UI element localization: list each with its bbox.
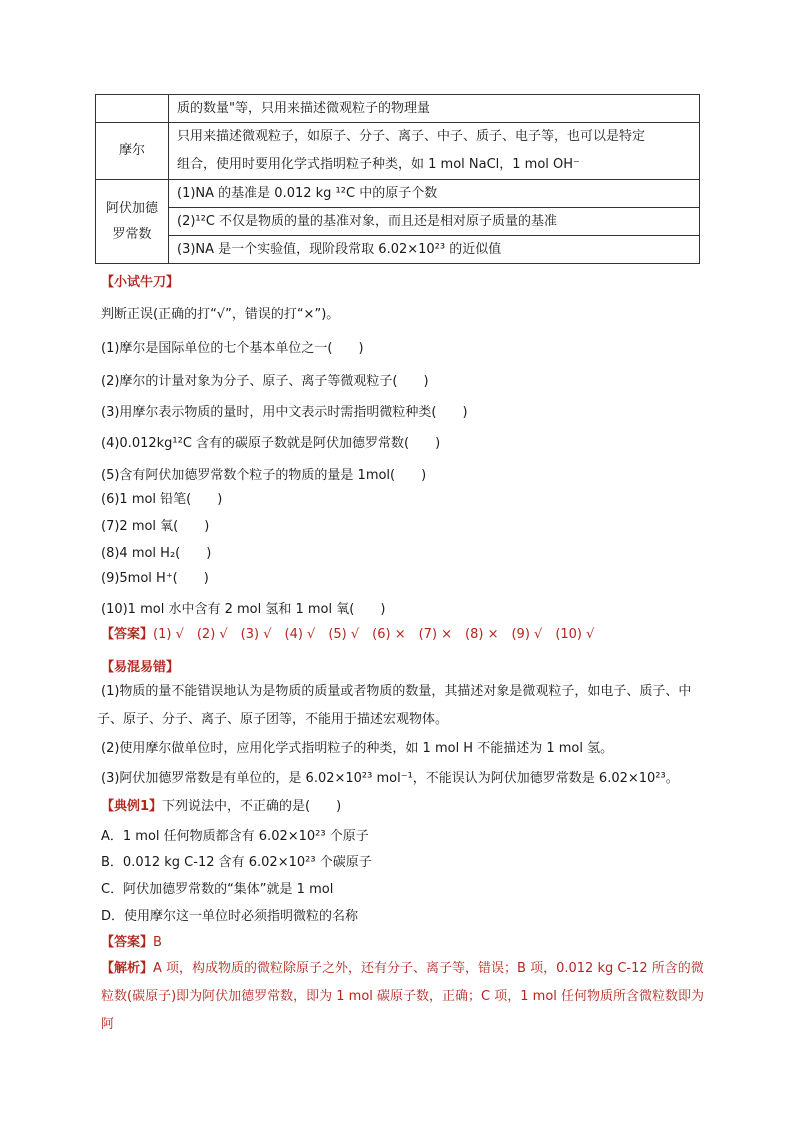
- example-answer: [101, 931, 162, 950]
- table-desc-mole-line2: 组合，使用时要用化学式指明粒子种类，如 1 mol NaCl，1 mol OH⁻: [177, 157, 580, 172]
- example-option-a: A．1 mol 任何物质都含有 6.02×10²³ 个原子: [101, 829, 369, 844]
- confusion-paragraph-3: (3)阿伏加德罗常数是有单位的，是 6.02×10²³ mol⁻¹，不能误认为阿伏加德罗常数是 6.02×10²³。: [101, 771, 679, 786]
- quiz-item: (2)摩尔的计量对象为分子、原子、离子等微观粒子( ): [101, 374, 429, 389]
- example-answer-text: B: [153, 935, 162, 950]
- quiz-item: (1)摩尔是国际单位的七个基本单位之一( ): [101, 341, 364, 356]
- example-answer-label: 【答案】: [101, 935, 154, 950]
- confusion-paragraph-2: (2)使用摩尔做单位时，应用化学式指明粒子的种类，如 1 mol H 不能描述为 1 mol 氢。: [101, 741, 614, 756]
- table-term-avogadro: [96, 180, 169, 264]
- quiz-item: (10)1 mol 水中含有 2 mol 氢和 1 mol 氧( ): [101, 602, 386, 617]
- quiz-heading: 【小试牛刀】: [101, 275, 180, 290]
- table-item-1: (1)NA 的基准是 0.012 kg ¹²C 中的原子个数: [169, 180, 700, 208]
- quiz-answer: [101, 623, 594, 642]
- quiz-item: (4)0.012kg¹²C 含有的碳原子数就是阿伏加德罗常数( ): [101, 436, 441, 451]
- concept-table: [95, 94, 700, 264]
- example-option-b: B．0.012 kg C-12 含有 6.02×10²³ 个碳原子: [101, 855, 372, 870]
- quiz-answer-label: 【答案】: [101, 627, 154, 642]
- quiz-item: (8)4 mol H₂( ): [101, 546, 212, 561]
- table-item-2: (2)¹²C 不仅是物质的量的基准对象，而且还是相对原子质量的基准: [169, 208, 700, 236]
- quiz-item: (3)用摩尔表示物质的量时，用中文表示时需指明微粒种类( ): [101, 405, 468, 420]
- confusion-paragraph-1: (1)物质的量不能错误地认为是物质的质量或者物质的数量，其描述对象是微观粒子，如电子、质子、中子、原子、分子、离子、原子团等，不能用于描述宏观物体。: [97, 684, 692, 727]
- table-term-mole: 摩尔: [96, 123, 169, 180]
- quiz-instruction: 判断正误(正确的打“√”，错误的打“×”)。: [101, 307, 340, 322]
- example-label: 【典例1】: [101, 799, 163, 814]
- example-question-text: 下列说法中，不正确的是( ): [162, 799, 342, 814]
- quiz-item: (7)2 mol 氧( ): [101, 519, 210, 534]
- example-option-c: C．阿伏加德罗常数的“集体”就是 1 mol: [101, 882, 334, 897]
- confusion-heading: 【易混易错】: [101, 660, 180, 675]
- table-desc-mole: [169, 123, 700, 180]
- table-cell-empty: [96, 95, 169, 123]
- example-analysis-label: 【解析】: [101, 961, 154, 976]
- quiz-item: (6)1 mol 铅笔( ): [101, 492, 223, 507]
- example-option-d: D．使用摩尔这一单位时必须指明微粒的名称: [101, 909, 359, 924]
- example-question: [101, 795, 341, 814]
- table-item-3: (3)NA 是一个实验值，现阶段常取 6.02×10²³ 的近似值: [169, 236, 700, 264]
- table-desc-mole-line1: 只用来描述微观粒子，如原子、分子、离子、中子、质子、电子等，也可以是特定: [177, 129, 646, 144]
- example-analysis: [101, 955, 706, 1039]
- quiz-answer-text: (1) √ (2) √ (3) √ (4) √ (5) √ (6) × (7) × (8) × (9) √ (10) √: [153, 627, 595, 642]
- example-analysis-text: A 项，构成物质的微粒除原子之外，还有分子、离子等，错误；B 项，0.012 kg C-12 所含的微粒数(碳原子)即为阿伏加德罗常数，即为 1 mol 碳原子数，正确；C 项，1 mol 任何物质所含微粒数即为阿: [101, 961, 705, 1032]
- quiz-item: (5)含有阿伏加德罗常数个粒子的物质的量是 1mol( ): [101, 468, 427, 483]
- table-row-continued-desc: 质的数量"等，只用来描述微观粒子的物理量: [169, 95, 700, 123]
- quiz-item: (9)5mol H⁺( ): [101, 571, 209, 586]
- table-term-avogadro-text: 阿伏加德罗常数: [105, 200, 158, 242]
